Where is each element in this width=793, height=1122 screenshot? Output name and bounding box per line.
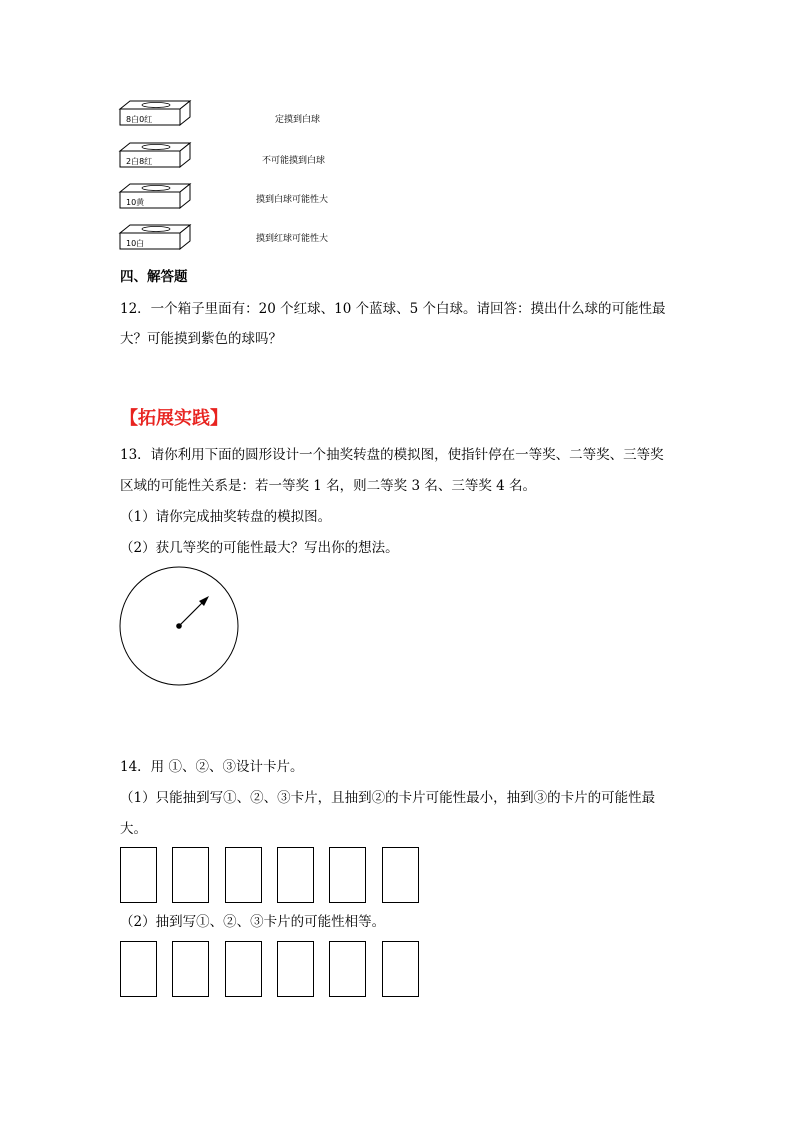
card[interactable] <box>172 941 209 997</box>
question-14-line-1: 14．用 ①、②、③设计卡片。 <box>120 759 304 775</box>
card[interactable] <box>172 847 209 903</box>
card[interactable] <box>329 847 366 903</box>
ball-box-2-label: 2白8红 <box>126 157 153 166</box>
ball-box-1-label: 8白0红 <box>126 115 153 124</box>
card[interactable] <box>225 941 262 997</box>
question-13-line-2: 区域的可能性关系是：若一等奖 1 名，则二等奖 3 名、三等奖 4 名。 <box>120 478 537 494</box>
card[interactable] <box>277 847 314 903</box>
card[interactable] <box>277 941 314 997</box>
ball-box-3-label: 10黄 <box>126 198 145 207</box>
question-13-sub-1: （1）请你完成抽奖转盘的模拟图。 <box>120 509 332 525</box>
ball-box-4-label: 10白 <box>126 239 145 248</box>
card[interactable] <box>225 847 262 903</box>
card[interactable] <box>329 941 366 997</box>
question-12-line-1: 12．一个箱子里面有：20 个红球、10 个蓝球、5 个白球。请回答：摸出什么球的可能性最 <box>120 301 666 317</box>
card[interactable] <box>120 847 157 903</box>
section-heading-answer: 四、解答题 <box>120 269 188 285</box>
question-14-sub-1-line-2: 大。 <box>120 821 147 837</box>
question-13-sub-2: （2）获几等奖的可能性最大？写出你的想法。 <box>120 540 399 556</box>
spinner-diagram <box>116 563 244 689</box>
card[interactable] <box>382 941 419 997</box>
practice-heading: 【拓展实践】 <box>120 408 228 429</box>
question-14-sub-1-line-1: （1）只能抽到写①、②、③卡片，且抽到②的卡片可能性最小，抽到③的卡片的可能性最 <box>120 790 656 806</box>
card[interactable] <box>382 847 419 903</box>
statement-1: 定摸到白球 <box>275 115 321 125</box>
question-14-sub-2: （2）抽到写①、②、③卡片的可能性相等。 <box>120 914 386 930</box>
question-12-line-2: 大？可能摸到紫色的球吗？ <box>120 331 282 347</box>
spinner-pointer <box>179 601 204 626</box>
statement-4: 摸到红球可能性大 <box>256 234 329 244</box>
card[interactable] <box>120 941 157 997</box>
statement-2: 不可能摸到白球 <box>262 156 326 166</box>
question-13-line-1: 13．请你利用下面的圆形设计一个抽奖转盘的模拟图，使指针停在一等奖、二等奖、三等奖 <box>120 447 664 463</box>
statement-3: 摸到白球可能性大 <box>256 195 329 205</box>
